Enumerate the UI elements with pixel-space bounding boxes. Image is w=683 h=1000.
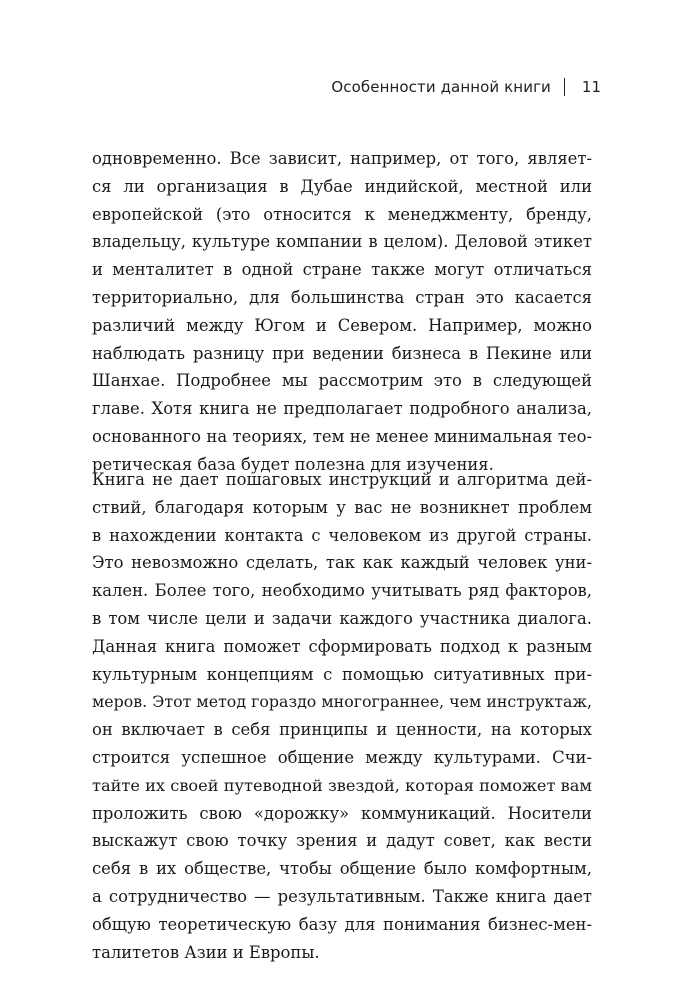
text-line: Данная книга поможет сформировать подход к разным (92, 636, 592, 656)
text-line: Это невозможно сделать, так как каждый человек уни- (92, 553, 592, 573)
text-line: себя в их обществе, чтобы общение было комфортным, (92, 859, 592, 879)
paragraph-1 (92, 145, 592, 479)
text-line: ретическая база будет полезна для изучения. (92, 454, 494, 474)
text-line: наблюдать разницу при ведении бизнеса в Пекине или (92, 343, 592, 363)
text-line: в том числе цели и задачи каждого участника диалога. (92, 608, 592, 628)
paragraph-2 (92, 466, 592, 966)
text-line: европейской (это относится к менеджменту, бренду, (92, 204, 592, 224)
text-line: меров. Этот метод гораздо многограннее, чем инструктаж, (92, 692, 592, 712)
text-line: ся ли организация в Дубае индийской, местной или (92, 176, 592, 196)
text-line: территориально, для большинства стран это касается (92, 287, 592, 307)
text-line: владельцу, культуре компании в целом). Деловой этикет (92, 232, 592, 252)
text-line: главе. Хотя книга не предполагает подробного анализа, (92, 399, 592, 419)
header-divider (564, 78, 565, 96)
page-number: 11 (581, 78, 601, 96)
text-line: различий между Югом и Севером. Например, можно (92, 315, 592, 335)
text-line: культурным концепциям с помощью ситуативных при- (92, 664, 592, 684)
text-line: выскажут свою точку зрения и дадут совет, как вести (92, 831, 592, 851)
text-line: ствий, благодаря которым у вас не возникнет проблем (92, 497, 592, 517)
text-line: общую теоретическую базу для понимания бизнес-мен- (92, 914, 592, 934)
text-line: Шанхае. Подробнее мы рассмотрим это в следующей (92, 371, 592, 391)
text-line: одновременно. Все зависит, например, от того, являет- (92, 149, 592, 168)
text-line: а сотрудничество — результативным. Также книга дает (92, 886, 592, 906)
running-title: Особенности данной книги (331, 78, 551, 96)
text-line: тайте их своей путеводной звездой, которая поможет вам (92, 775, 592, 795)
text-line: проложить свою «дорожку» коммуникаций. Носители (92, 803, 592, 823)
text-line: в нахождении контакта с человеком из другой страны. (92, 525, 592, 545)
running-header (331, 78, 601, 96)
text-line: Книга не дает пошаговых инструкций и алгоритма дей- (92, 470, 592, 489)
text-line: строится успешное общение между культурами. Счи- (92, 747, 592, 767)
text-line: талитетов Азии и Европы. (92, 942, 320, 962)
text-line: кален. Более того, необходимо учитывать ряд факторов, (92, 581, 592, 601)
text-line: и менталитет в одной стране также могут отличаться (92, 260, 592, 280)
text-line: он включает в себя принципы и ценности, на которых (92, 720, 592, 740)
text-line: основанного на теориях, тем не менее минимальная тео- (92, 426, 592, 446)
